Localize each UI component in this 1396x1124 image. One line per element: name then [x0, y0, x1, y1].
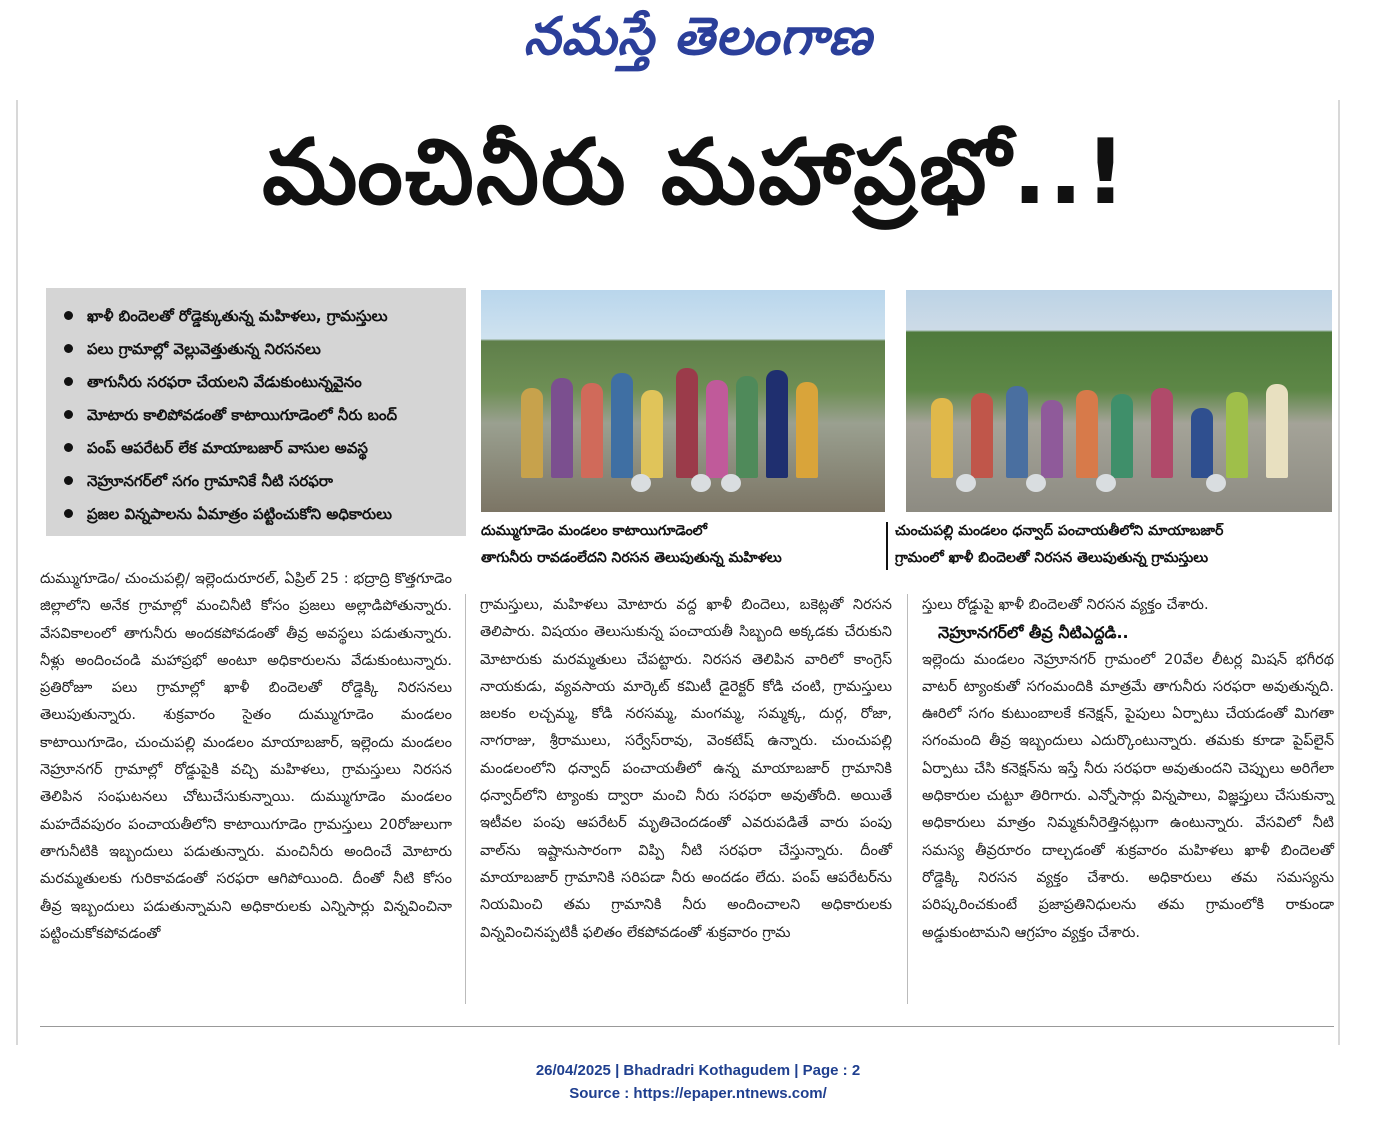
article-column-3 [922, 592, 1334, 947]
highlight-item: ఖాళీ బిందెలతో రోడ్డెక్కుతున్న మహిళలు, గ్రామస్తులు [58, 300, 454, 333]
bullet-icon [64, 443, 73, 452]
article-column-2: గ్రామస్తులు, మహిళలు మోటారు వద్ద ఖాళీ బిందెలు, బకెట్లతో నిరసన తెలిపారు. విషయం తెలుసుకున్న పంచాయతీ సిబ్బంది అక్కడకు చేరుకుని మోటారుకు మరమ్మతులు చేపట్టారు. నిరసన తెలిపిన వారిలో కాంగ్రెస్ నాయకుడు, వ్యవసాయ మార్కెట్ కమిటీ డైరెక్టర్ కోడి చంటి, గ్రామస్తులు జలకం లచ్చమ్మ, కోడి నరసమ్మ, మంగమ్మ, సమ్మక్క, దుర్గ, రోజా, నాగరాజు, శ్రీరాములు, సర్వేస్‌రావు, వెంకటేష్ ఉన్నారు. చుంచుపల్లి మండలంలోని ధన్వాద్ పంచాయతీలో ఉన్న మాయాబజార్ గ్రామానికి ధన్వాద్‌లోని ట్యాంకు ద్వారా మంచి నీరు సరఫరా అవుతోంది. అయితే ఇటీవల పంపు ఆపరేటర్ మృతిచెందడంతో ఎవరుపడితే వారు పంపు వాల్‌ను ఇష్టానుసారంగా విప్పి నీటి సరఫరా చేస్తున్నారు. దీంతో మాయాబజార్ గ్రామానికి సరిపడా నీరు అందడం లేదు. పంప్ ఆపరేటర్‌ను నియమించి తమ గ్రామానికి నీరు అందించాలని అధికారులకు విన్నవించినప్పటికీ ఫలితం లేకపోవడంతో శుక్రవారం గ్రామ [480, 597, 892, 941]
photo-caption-left: దుమ్ముగూడెం మండలం కాటాయిగూడెంలో తాగునీరు రావడంలేదని నిరసన తెలుపుతున్న మహిళలు [481, 523, 782, 566]
highlight-item: పంప్ ఆపరేటర్ లేక మాయాబజార్ వాసుల అవస్థ [58, 432, 454, 465]
highlights-list [58, 300, 454, 531]
highlight-item: ప్రజల విన్నపాలను ఏమాత్రం పట్టించుకోని అధికారులు [58, 498, 454, 531]
right-margin-rule [1338, 100, 1340, 1045]
column-3-body: ఇల్లెందు మండలం నెహ్రూనగర్ గ్రామంలో 20వేల లీటర్ల మిషన్ భగీరథ వాటర్ ట్యాంకుతో సగంమందికి మాత్రమే తాగునీరు సరఫరా అవుతున్నది. ఊరిలో సగం కుటుంబాలకే కనెక్షన్, పైపులు ఏర్పాటు చేయడంతో మిగతా సగంమంది తీవ్ర ఇబ్బందులు ఎదుర్కొంటున్నారు. తమకు కూడా పైప్‌లైన్ ఏర్పాటు చేసి కనెక్షన్‌ను ఇస్తే నీరు సరఫరా అవుతుందని చెప్పులు అరిగేలా అధికారుల చుట్టూ తిరిగారు. ఎన్నోసార్లు విన్నపాలు, విజ్ఞప్తులు చేసుకున్నా అధికారులు మాత్రం నిమ్మకునీరెత్తినట్లుగా ఉంటున్నారు. వేసవిలో నీటి సమస్య తీవ్రరూరం దాల్చడంతో శుక్రవారం మహిళలు ఖాళీ బిందెలతో రోడ్డెక్కి నిరసన వ్యక్తం చేశారు. అధికారులు తమ సమస్యను పరిష్కరించకుంటే ప్రజాప్రతినిధులను తమ గ్రామంలోకి రాకుండా అడ్డుకుంటామని ఆగ్రహం వ్యక్తం చేశారు. [922, 651, 1334, 941]
photo-caption-right: చుంచుపల్లి మండలం ధన్వాద్ పంచాయతీలోని మాయాబజార్ గ్రామంలో ఖాళీ బిందెలతో నిరసన తెలుపుతున్న గ్రామస్తులు [895, 523, 1224, 566]
highlight-item: మోటారు కాలిపోవడంతో కాటాయిగూడెంలో నీరు బంద్ [58, 399, 454, 432]
bullet-icon [64, 344, 73, 353]
highlight-item: పలు గ్రామాల్లో వెల్లువెత్తుతున్న నిరసనలు [58, 333, 454, 366]
bullet-icon [64, 377, 73, 386]
column-separator [907, 594, 908, 1004]
left-margin-rule [16, 100, 18, 1045]
highlights-box [46, 288, 466, 536]
article-column-1: దుమ్ముగూడెం/ చుంచుపల్లి/ ఇల్లెందురూరల్, ఏప్రిల్ 25 : భద్రాద్రి కొత్తగూడెం జిల్లాలోని అనేక గ్రామాల్లో మంచినీటి కోసం ప్రజలు అల్లాడిపోతున్నారు. వేసవికాలంలో తాగునీరు అందకపోవడంతో తీవ్ర అవస్థలు పడుతున్నారు. నీళ్లు అందించండి మహాప్రభో అంటూ అధికారులను వేడుకుంటున్నారు. ప్రతిరోజూ పలు గ్రామాల్లో ఖాళీ బిందెలతో రోడ్డెక్కి నిరసనలు తెలుపుతున్నారు. శుక్రవారం సైతం దుమ్ముగూడెం మండలం కాటాయిగూడెం, చుంచుపల్లి మండలం మాయాబజార్, ఇల్లెందు మండలం నెహ్రూనగర్ గ్రామాల్లో రోడ్డుపైకి వచ్చి మహిళలు, గ్రామస్తులు నిరసన తెలిపిన సంఘటనలు చోటుచేసుకున్నాయి. దుమ్ముగూడెం మండలం మహదేవపురం పంచాయతీలోని కాటాయిగూడెం గ్రామస్తులు 20రోజులుగా తాగునీటికి ఇబ్బందులు పడుతున్నారు. మంచినీరు అందించే మోటారు మరమ్మతులకు గురికావడంతో సరఫరా ఆగిపోయింది. దీంతో నీటి కోసం తీవ్ర ఇబ్బందులు పడుతున్నామని అధికారులకు ఎన్నిసార్లు విన్నవించినా పట్టించుకోకపోవడంతో [40, 571, 452, 942]
highlight-item: నెహ్రూనగర్‌లో సగం గ్రామానికే నీటి సరఫరా [58, 465, 454, 498]
newspaper-masthead: నమస్తే తెలంగాణ [523, 6, 873, 67]
column-3-intro: స్తులు రోడ్డుపై ఖాళీ బిందెలతో నిరసన వ్యక్తం చేశారు. [922, 597, 1209, 613]
bottom-rule [40, 1026, 1334, 1027]
highlight-item: తాగునీరు సరఫరా చేయలని వేడుకుంటున్నవైనం [58, 366, 454, 399]
protest-photo-mayabazar [906, 290, 1332, 512]
article-headline: మంచినీరు మహాప్రభో..! [262, 120, 1128, 225]
column-separator [465, 594, 466, 1004]
source-link[interactable]: Source : https://epaper.ntnews.com/ [569, 1085, 827, 1102]
caption-divider [886, 522, 888, 570]
article-subheading: నెహ్రూనగర్‌లో తీవ్ర నీటిఎద్దడి.. [938, 623, 1129, 643]
bullet-icon [64, 509, 73, 518]
bullet-icon [64, 311, 73, 320]
protest-photo-katayigudem [481, 290, 885, 512]
bullet-icon [64, 410, 73, 419]
bullet-icon [64, 476, 73, 485]
edition-info: 26/04/2025 | Bhadradri Kothagudem | Page : 2 [535, 1062, 861, 1079]
